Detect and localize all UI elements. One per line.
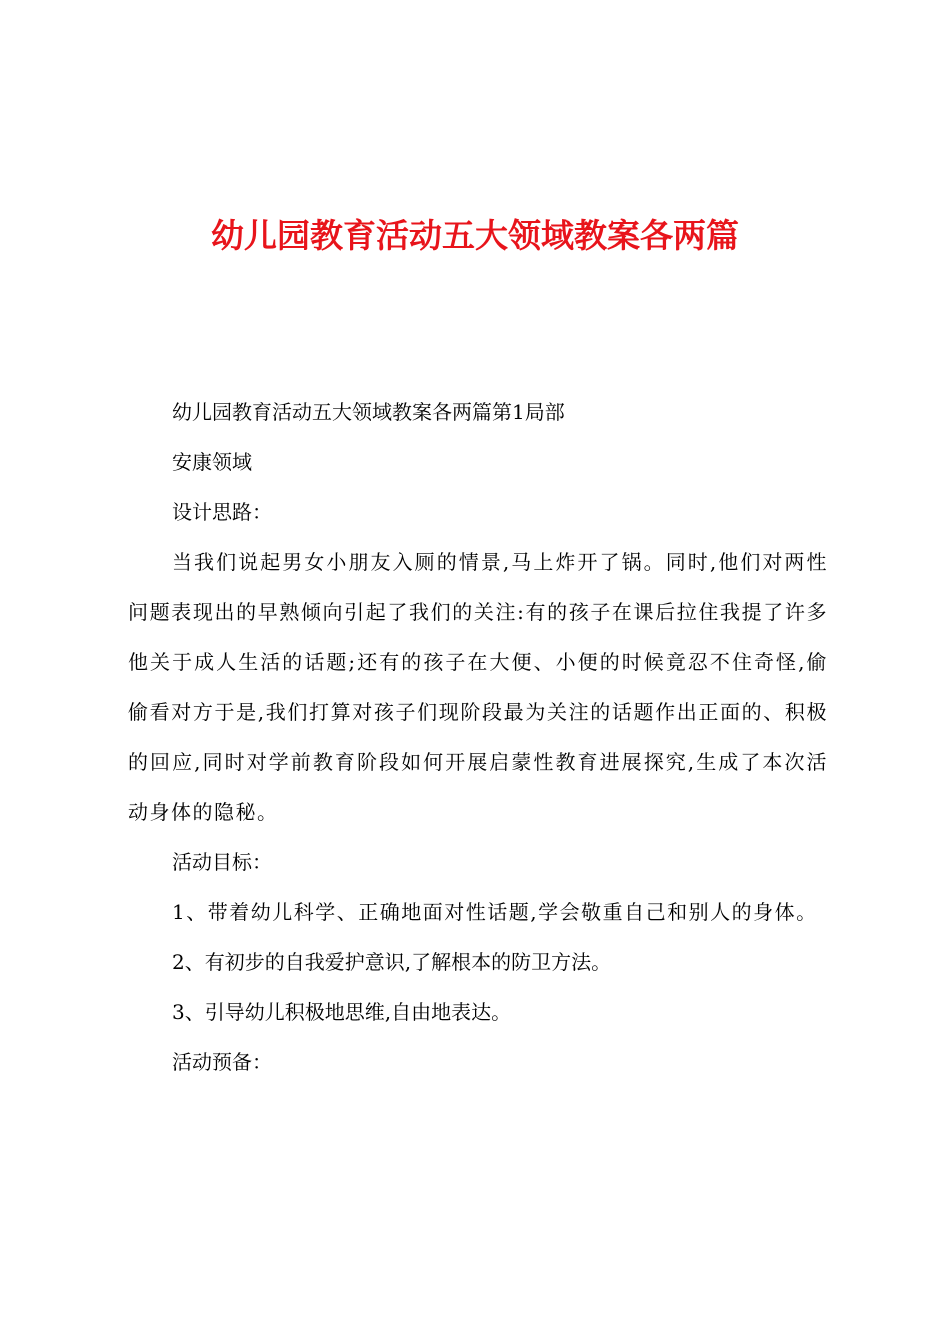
section-heading: 幼儿园教育活动五大领域教案各两篇第1局部 (172, 400, 565, 424)
design-idea-paragraph: 当我们说起男女小朋友入厕的情景,马上炸开了锅。同时,他们对两性问题表现出的早熟倾向引起了我们的关注:有的孩子在课后拉住我提了许多他关于成人生活的话题;还有的孩子在大便、小便的时候竟忍不住奇怪,偷偷看对方于是,我们打算对孩子们现阶段最为关注的话题作出正面的、积极的回应,同时对学前教育阶段如何开展启蒙性教育进展探究,生成了本次活动身体的隐秘。 (128, 550, 828, 824)
goal-item-2: 2、有初步的自我爱护意识,了解根本的防卫方法。 (172, 950, 612, 974)
goal-item-3: 3、引导幼儿积极地思维,自由地表达。 (172, 1000, 512, 1024)
preparation-label: 活动预备： (172, 1050, 272, 1074)
document-title: 幼儿园教育活动五大领域教案各两篇 (211, 216, 739, 255)
design-idea-label: 设计思路： (172, 500, 272, 524)
goals-label: 活动目标： (172, 850, 272, 874)
document-body (128, 387, 828, 1087)
domain-heading: 安康领域 (172, 450, 252, 474)
goal-item-1: 1、带着幼儿科学、正确地面对性话题,学会敬重自己和别人的身体。 (172, 900, 818, 924)
